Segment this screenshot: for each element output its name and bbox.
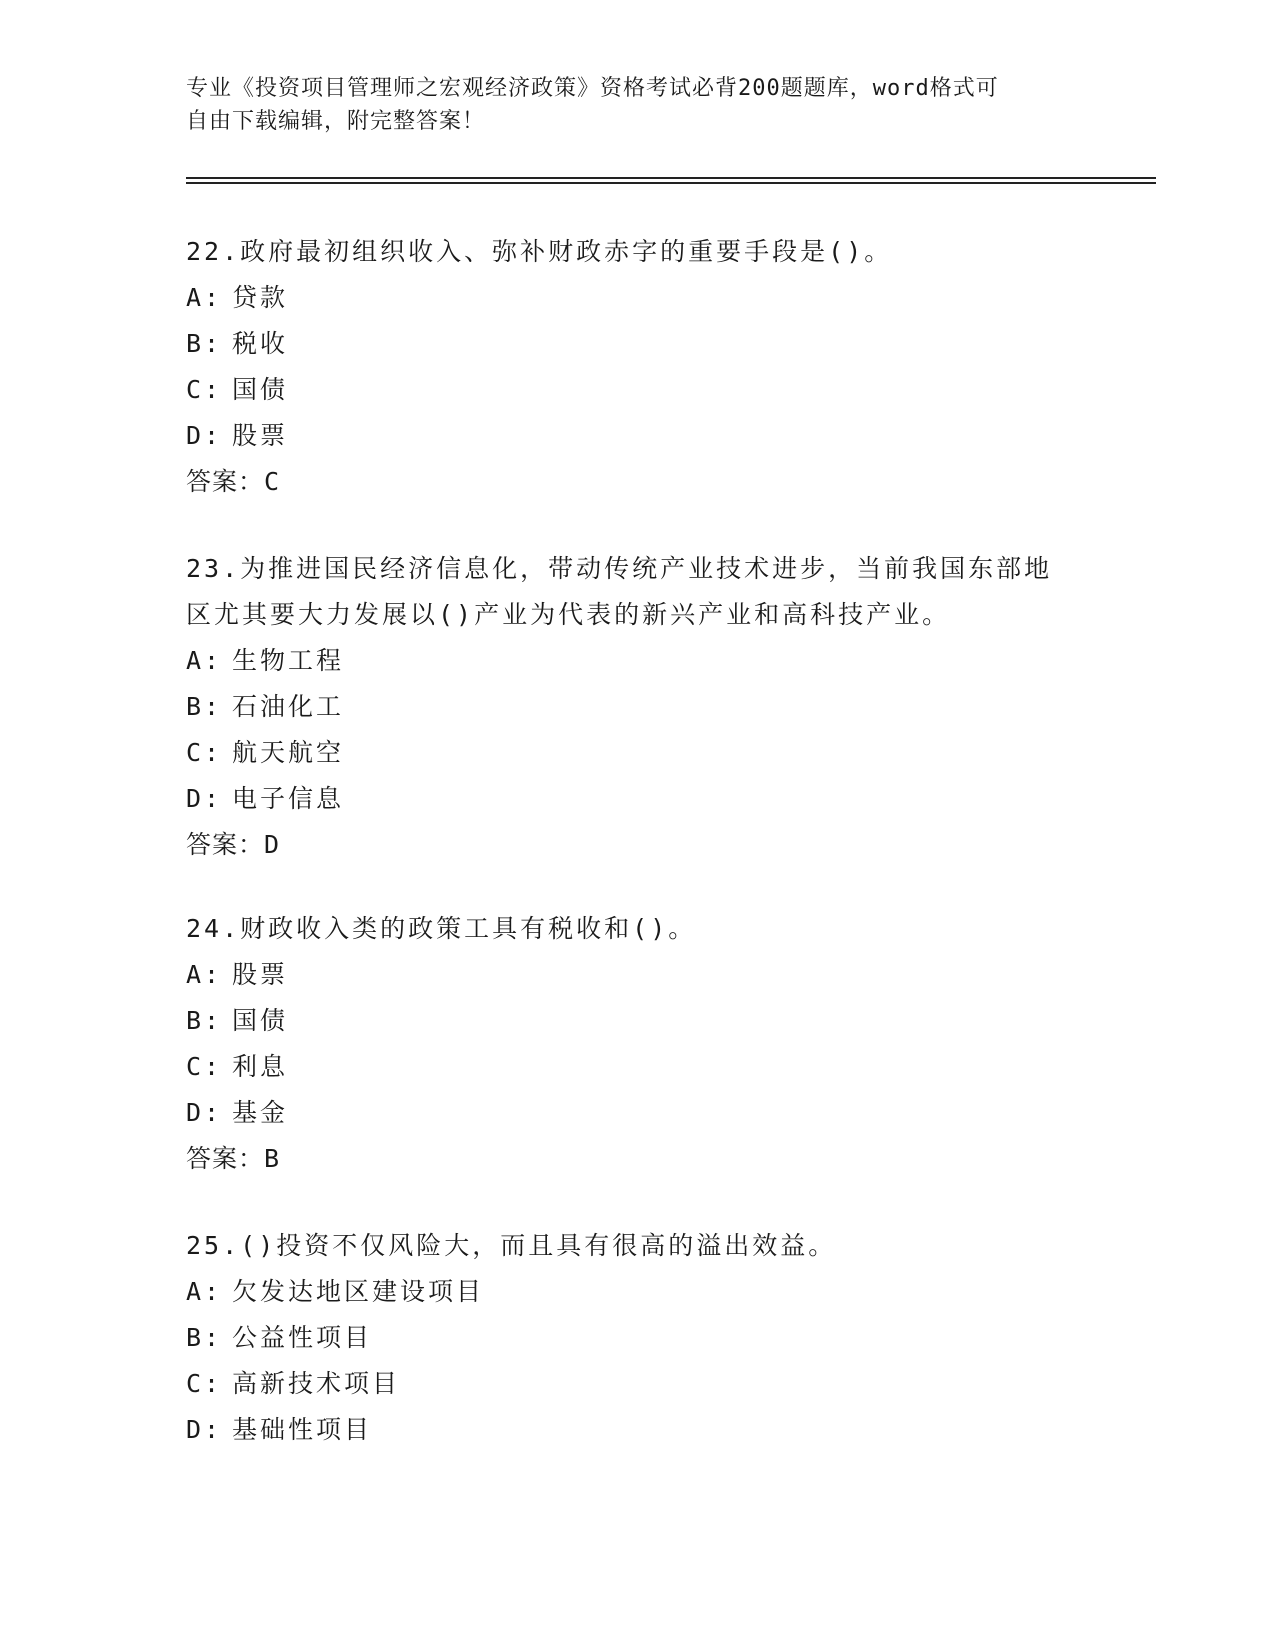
question-stem [186,546,1086,638]
option-text: 税收 [232,329,289,358]
option-d [186,776,1086,822]
option-letter: B: [186,692,223,721]
option-text: 股票 [232,421,289,450]
answer-text: 答案：C [186,467,281,496]
option-c [186,1044,1086,1090]
option-letter: D: [186,421,223,450]
option-b [186,321,1086,367]
option-text: 石油化工 [232,692,345,721]
option-a [186,275,1086,321]
question-stem-line: 区尤其要大力发展以()产业为代表的新兴产业和高科技产业。 [186,600,951,629]
header-line-1: 专业《投资项目管理师之宏观经济政策》资格考试必背200题题库，word格式可 [186,76,999,101]
option-text: 航天航空 [232,738,345,767]
option-a [186,1269,1086,1315]
option-d [186,413,1086,459]
question-stem [186,229,1086,275]
option-letter: B: [186,1006,223,1035]
option-text: 公益性项目 [232,1323,373,1352]
option-letter: A: [186,1277,223,1306]
option-text: 基础性项目 [232,1415,373,1444]
option-letter: C: [186,1052,223,1081]
option-b [186,684,1086,730]
option-letter: C: [186,738,223,767]
option-text: 利息 [232,1052,289,1081]
option-letter: B: [186,1323,223,1352]
option-d [186,1407,1086,1453]
header-divider-bottom [186,182,1156,184]
option-text: 基金 [232,1098,289,1127]
option-c [186,367,1086,413]
question-stem-line: 25.()投资不仅风险大，而且具有很高的溢出效益。 [186,1231,837,1260]
header-line-2: 自由下载编辑，附完整答案！ [186,109,486,134]
option-letter: D: [186,784,223,813]
option-letter: A: [186,646,223,675]
option-b [186,998,1086,1044]
option-letter: A: [186,283,223,312]
option-text: 欠发达地区建设项目 [232,1277,485,1306]
option-text: 贷款 [232,283,289,312]
question-stem [186,1223,1086,1269]
option-letter: D: [186,1415,223,1444]
option-letter: A: [186,960,223,989]
option-text: 国债 [232,1006,289,1035]
option-b [186,1315,1086,1361]
option-text: 高新技术项目 [232,1369,401,1398]
answer-text: 答案：D [186,830,281,859]
question-22 [186,229,1086,505]
answer-text: 答案：B [186,1144,281,1173]
option-text: 电子信息 [232,784,345,813]
option-a [186,952,1086,998]
question-stem [186,906,1086,952]
header-divider-top [186,177,1156,179]
question-25 [186,1223,1086,1453]
option-c [186,1361,1086,1407]
question-23 [186,546,1086,868]
question-24 [186,906,1086,1182]
question-stem-line: 23.为推进国民经济信息化，带动传统产业技术进步，当前我国东部地 [186,554,1053,583]
question-stem-line: 22.政府最初组织收入、弥补财政赤字的重要手段是()。 [186,237,893,266]
option-text: 生物工程 [232,646,345,675]
option-c [186,730,1086,776]
option-a [186,638,1086,684]
option-d [186,1090,1086,1136]
option-text: 国债 [232,375,289,404]
option-text: 股票 [232,960,289,989]
document-header [186,72,1086,138]
option-letter: B: [186,329,223,358]
question-stem-line: 24.财政收入类的政策工具有税收和()。 [186,914,697,943]
option-letter: D: [186,1098,223,1127]
option-letter: C: [186,375,223,404]
option-letter: C: [186,1369,223,1398]
